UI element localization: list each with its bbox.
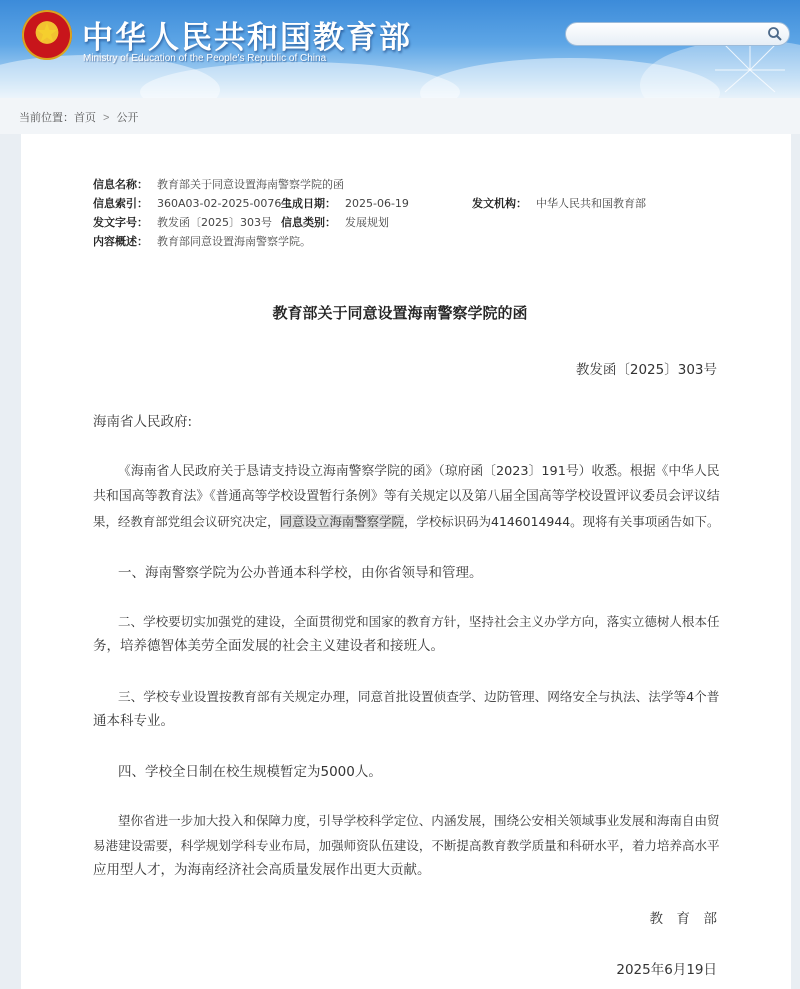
paragraph-1-line-3 (93, 510, 719, 534)
closing-line-2: 易港建设需要，科学规划学科专业布局，加强师资队伍建设，不断提高教育教学质量和科研水平，着力培养高水平 (93, 838, 720, 853)
item-3-line-2: 通本科专业。 (93, 713, 174, 729)
breadcrumb-separator-icon: > (103, 112, 110, 124)
item-4: 四、学校全日制在校生规模暂定为5000人。 (118, 764, 382, 780)
item-1: 一、海南警察学院为公办普通本科学校，由你省领导和管理。 (118, 565, 483, 581)
closing-line-1: 望你省进一步加大投入和保障力度，引导学校科学定位、内涵发展，围绕公安相关领域事业发展和海南自由贸 (118, 813, 720, 828)
meta-date-value: 2025-06-19 (345, 197, 409, 210)
meta-category-value: 发展规划 (345, 216, 389, 229)
search-input[interactable] (576, 26, 756, 42)
document-title: 教育部关于同意设置海南警察学院的函 (272, 304, 528, 322)
meta-issuer-label: 发文机构： (472, 197, 527, 210)
signature: 教 育 部 (649, 911, 717, 927)
document-number: 教发函〔2025〕303号 (575, 362, 717, 378)
meta-docno-label: 发文字号： (93, 216, 148, 229)
meta-date-label: 生成日期： (281, 197, 336, 210)
site-subtitle: Ministry of Education of the People's Republic of China (83, 53, 327, 64)
site-title: 中华人民共和国教育部 (82, 20, 412, 56)
breadcrumb-home-link[interactable]: 首页 (74, 112, 96, 124)
meta-summary-label: 内容概述： (93, 235, 148, 248)
closing-line-3: 应用型人才，为海南经济社会高质量发展作出更大贡献。 (93, 862, 431, 878)
meta-name-value: 教育部关于同意设置海南警察学院的函 (157, 178, 344, 191)
breadcrumb-current-link[interactable]: 公开 (116, 112, 139, 124)
breadcrumb (0, 98, 800, 134)
meta-issuer-row (472, 195, 646, 211)
meta-index-label: 信息索引： (93, 197, 148, 210)
breadcrumb-prefix: 当前位置： (19, 112, 74, 124)
meta-index-value: 360A03-02-2025-0076-1 (157, 197, 293, 210)
meta-summary-value: 教育部同意设置海南警察学院。 (157, 235, 311, 248)
meta-issuer-value: 中华人民共和国教育部 (536, 197, 646, 210)
search-box (565, 22, 790, 46)
paragraph-1-text-b: ，学校标识码为4146014944。现将有关事项函告如下。 (403, 514, 720, 529)
meta-name-row (93, 176, 344, 192)
site-header (0, 0, 800, 98)
meta-docno-row (93, 214, 272, 230)
meta-name-label: 信息名称： (93, 178, 148, 191)
meta-category-label: 信息类别： (281, 216, 336, 229)
paragraph-1-text-a: 果，经教育部党组会议研究决定， (93, 514, 280, 529)
meta-index-row (93, 195, 292, 211)
national-emblem-logo (22, 10, 72, 60)
highlighted-decision: 同意设立海南警察学院 (279, 514, 404, 529)
addressee: 海南省人民政府: (93, 414, 193, 430)
meta-docno-value: 教发函〔2025〕303号 (157, 216, 272, 229)
paragraph-1-line-1: 《海南省人民政府关于恳请支持设立海南警察学院的函》（琼府函〔2023〕191号）收悉。根据《中华人民 (118, 464, 720, 479)
paragraph-1-line-2: 共和国高等教育法》《普通高等学校设置暂行条例》等有关规定以及第八届全国高等学校设置评议委员会评议结 (93, 489, 720, 504)
item-2-line-1: 二、学校要切实加强党的建设，全面贯彻党和国家的教育方针，坚持社会主义办学方向，落实立德树人根本任 (118, 614, 720, 629)
document-date: 2025年6月19日 (616, 962, 717, 978)
item-3-line-1: 三、学校专业设置按教育部有关规定办理，同意首批设置侦查学、边防管理、网络安全与执法、法学等4个普 (118, 689, 720, 704)
meta-date-row (281, 195, 409, 211)
search-icon[interactable] (767, 26, 783, 42)
meta-category-row (281, 214, 389, 230)
meta-summary-row (93, 233, 311, 249)
item-2-line-2: 务，培养德智体美劳全面发展的社会主义建设者和接班人。 (93, 638, 444, 654)
